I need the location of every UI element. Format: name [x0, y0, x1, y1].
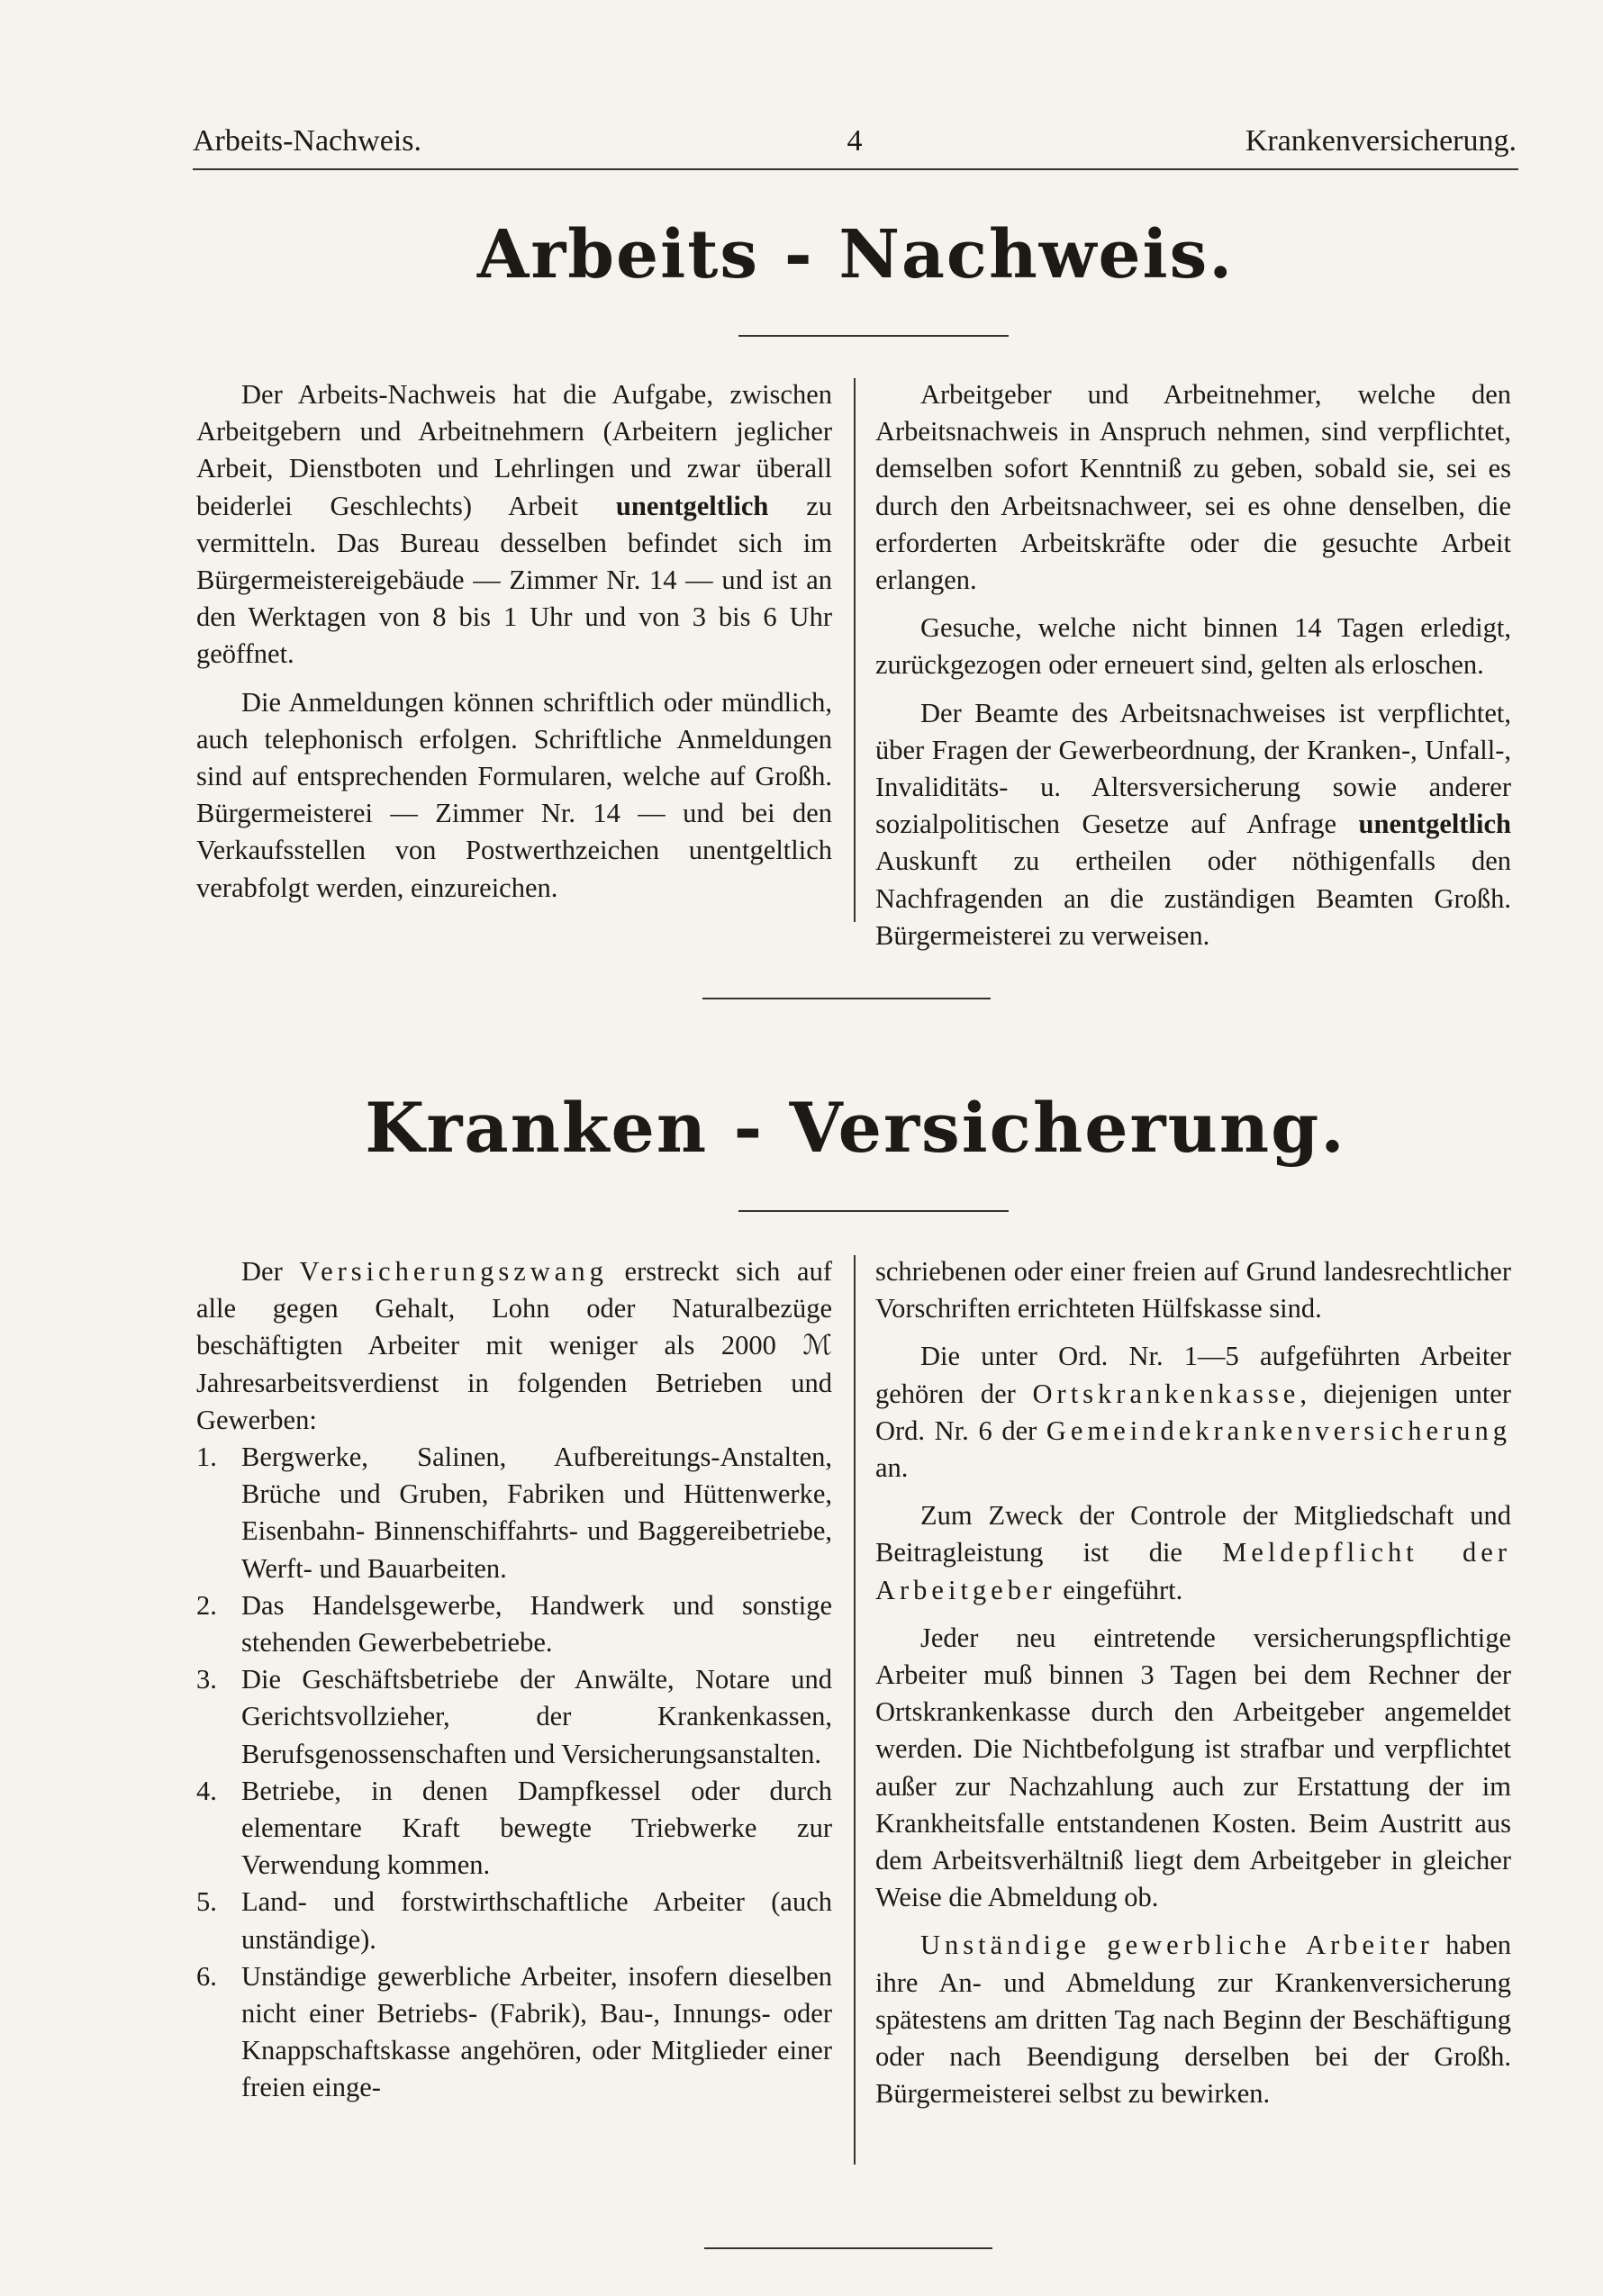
text-run: Auskunft zu ertheilen oder nöthigenfalls den Nachfragenden an die zuständigen Beamten Großh. Bürgermeisterei zu verweisen. [875, 845, 1511, 951]
paragraph: Arbeitgeber und Arbeitnehmer, welche den Arbeitsnachweis in Anspruch nehmen, sind verpflichtet, demselben sofort Kenntniß zu geben, sobald sie, sei es durch den Arbeitsnachweer, sei es ohne denselben, die erforderten Arbeitskräfte oder die gesuchte Arbeit erlangen. [875, 379, 1511, 596]
paragraph: Gesuche, welche nicht binnen 14 Tagen erledigt, zurückgezogen oder erneuert sind, gelten als erloschen. [875, 612, 1511, 681]
text-run: , diejenigen unter Ord. Nr. 6 der [875, 1378, 1511, 1446]
business-list [196, 1439, 832, 2107]
list-item [196, 1773, 832, 1885]
section-title-kranken-versicherung: Kranken - Versicherung. [365, 1088, 1346, 1168]
column-divider-1 [854, 378, 856, 922]
text-run: Der [241, 1256, 283, 1287]
spaced-text: Ortskrankenkasse [1032, 1378, 1300, 1409]
running-header [193, 124, 1517, 169]
list-item [196, 1439, 832, 1587]
spaced-text: Unständige gewerbliche Arbeiter [920, 1930, 1434, 1961]
paragraph [875, 1497, 1511, 1609]
title-rule-2 [738, 1210, 1009, 1212]
paragraph: Die Anmeldungen können schriftlich oder mündlich, auch telephonisch erfolgen. Schriftliche Anmeldungen sind auf entsprechenden Formularen, welche auf Großh. Bürgermeisterei — Zimmer Nr. 14 — und bei den Verkaufsstellen von Postwerthzeichen unentgeltlich verabfolgt werden, einzureichen. [196, 686, 832, 903]
list-number: 6. [196, 1960, 217, 1992]
page-number: 4 [847, 124, 863, 158]
section-title-arbeits-nachweis: Arbeits - Nachweis. [476, 216, 1235, 294]
list-text: Land- und forstwirthschaftliche Arbeiter (auch unständige). [241, 1886, 832, 1955]
list-text: Das Handelsgewerbe, Handwerk und sonstige stehenden Gewerbebetriebe. [241, 1589, 832, 1659]
list-text: Bergwerke, Salinen, Aufbereitungs-Anstalten, Brüche und Gruben, Fabriken und Hüttenwerke, Eisenbahn- Binnenschiffahrts- und Baggereibetriebe, Werft- und Bauarbeiten. [241, 1442, 832, 1584]
list-item [196, 1587, 832, 1661]
list-item [196, 1884, 832, 1957]
header-left: Arbeits-Nachweis. [193, 124, 421, 158]
text-run: erstreckt sich auf alle gegen Gehalt, Lohn oder Naturalbezüge beschäftigten Arbeiter mit weniger als 2000 ℳ Jahresarbeitsverdienst in folgenden Betrieben und Gewerben: [196, 1256, 832, 1435]
section1-left-column [196, 376, 832, 907]
text-run: haben ihre An- und Abmeldung zur Krankenversicherung spätestens am dritten Tag nach Beginn der Beschäftigung oder nach Beendigung derselben bei der Großh. Bürgermeisterei selbst zu bewirken. [875, 1930, 1511, 2110]
text-run: Zum Zweck der Controle der Mitgliedschaft und Beitragleistung ist die [875, 1500, 1511, 1568]
bold-text: unentgeltlich [615, 490, 769, 521]
paragraph [196, 376, 832, 673]
paragraph [875, 1338, 1511, 1487]
list-number: 5. [196, 1886, 217, 1918]
text-run: an. [875, 1452, 909, 1484]
list-text: Unständige gewerbliche Arbeiter, insofern dieselben nicht einer Betriebs- (Fabrik), Bau-, Innungs- oder Knappschaftskasse angehören, oder Mitglieder einer freien einge- [241, 1960, 832, 2103]
list-number: 4. [196, 1775, 217, 1806]
text-run: zu vermitteln. Das Bureau desselben befindet sich im Bürgermeistereigebäude — Zimmer Nr. 14 — und ist an den Werktagen von 8 bis 1 Uhr und von 3 bis 6 Uhr geöffnet. [196, 490, 832, 670]
section1-right-column [875, 376, 1511, 954]
paragraph: schriebenen oder einer freien auf Grund landesrechtlicher Vorschriften errichteten Hülfskasse sind. [875, 1256, 1511, 1324]
list-number: 1. [196, 1442, 217, 1473]
text-run: Die unter Ord. Nr. 1—5 aufgeführten Arbeiter gehören der [875, 1341, 1511, 1409]
list-number: 3. [196, 1664, 217, 1695]
list-item [196, 1661, 832, 1773]
spaced-text: Versicherungszwang [299, 1256, 608, 1287]
section2-right-column [875, 1253, 1511, 2112]
paragraph [875, 1927, 1511, 2112]
bottom-rule [704, 2247, 992, 2249]
spaced-text: Meldepflicht der Arbeitgeber [875, 1537, 1511, 1605]
column-divider-2 [854, 1255, 856, 2165]
spaced-text: Gemeindekrankenversicherung [1046, 1415, 1511, 1446]
list-text: Die Geschäftsbetriebe der Anwälte, Notare und Gerichtsvollzieher, der Krankenkassen, Berufsgenossenschaften und Versicherungsanstalten. [241, 1664, 832, 1769]
text-run: Der Beamte des Arbeitsnachweises ist verpflichtet, über Fragen der Gewerbeordnung, der Kranken-, Unfall-, Invaliditäts- u. Altersversicherung sowie anderer sozialpolitischen Gesetze auf Anfrage [875, 697, 1511, 840]
text-run: Der Arbeits-Nachweis hat die Aufgabe, zwischen Arbeitgebern und Arbeitnehmern (Arbeitern jeglicher Arbeit, Dienstboten und Lehrlingen und zwar überall beiderlei Geschlechts) Arbeit [196, 379, 832, 521]
list-text: Betriebe, in denen Dampfkessel oder durch elementare Kraft bewegte Triebwerke zur Verwendung kommen. [241, 1775, 832, 1881]
list-item [196, 1958, 832, 2107]
title-rule-1 [738, 335, 1009, 337]
section-separator [702, 998, 991, 999]
list-number: 2. [196, 1589, 217, 1621]
bold-text: unentgeltlich [1358, 809, 1511, 840]
text-run: eingeführt. [1063, 1574, 1183, 1605]
section2-left-column [196, 1253, 832, 2107]
paragraph [196, 1253, 832, 1439]
header-rule [193, 168, 1518, 170]
header-right: Krankenversicherung. [1245, 124, 1517, 158]
paragraph [875, 695, 1511, 954]
paragraph: Jeder neu eintretende versicherungspflichtige Arbeiter muß binnen 3 Tagen bei dem Rechner der Ortskrankenkasse durch den Arbeitgeber angemeldet werden. Die Nichtbefolgung ist strafbar und verpflichtet außer zur Nachzahlung auch zur Erstattung der im Krankheitsfalle entstandenen Kosten. Beim Austritt aus dem Arbeitsverhältniß liegt dem Arbeitgeber in gleicher Weise die Abmeldung ob. [875, 1622, 1511, 1913]
